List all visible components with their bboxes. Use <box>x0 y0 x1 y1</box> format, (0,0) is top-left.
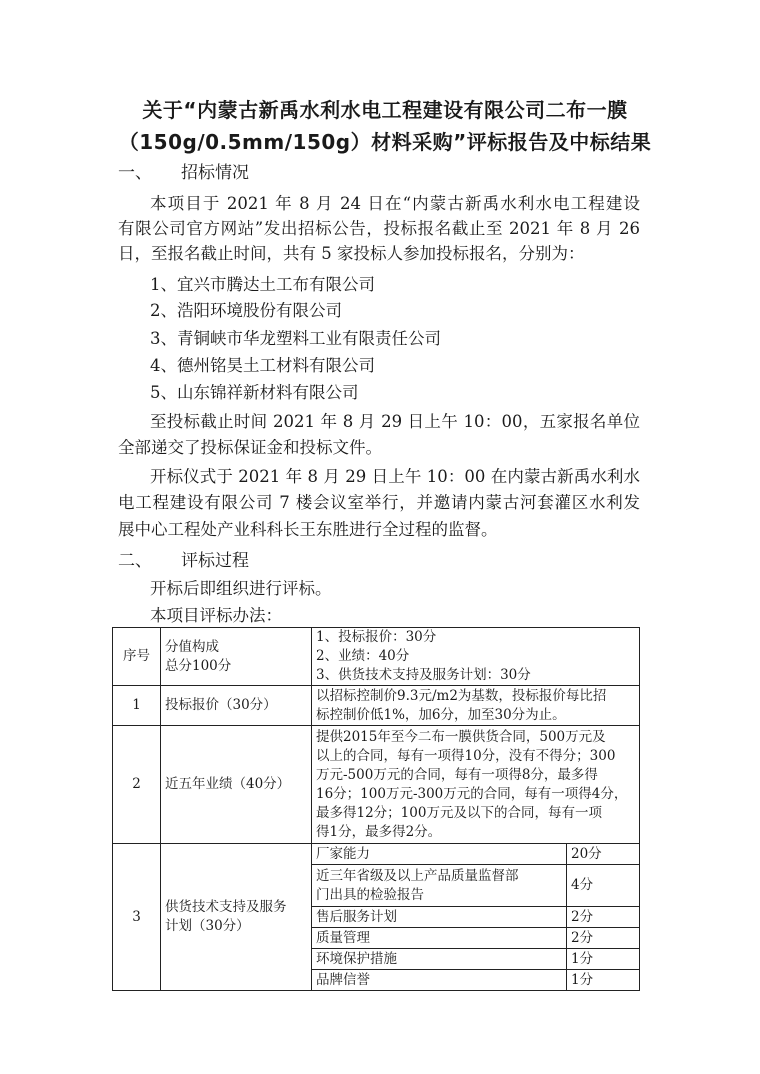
section-2-number: 二、 <box>118 551 152 571</box>
section-1-number: 一、 <box>118 163 152 183</box>
document-title-line-1: 关于“内蒙古新禹水利水电工程建设有限公司二布一膜 <box>142 98 628 122</box>
row-2-desc-line: 得1分，最多得2分。 <box>316 823 442 840</box>
criterion-label: 售后服务计划 <box>312 907 567 928</box>
paragraph-3-line-2: 电工程建设有限公司 7 楼会议室举行，并邀请内蒙古河套灌区水利发 <box>118 493 640 512</box>
table-row <box>113 844 640 865</box>
criterion-label <box>312 865 567 907</box>
criterion-label-line: 近三年省级及以上产品质量监督部 <box>316 867 519 884</box>
row-1-desc-line: 标控制价低1%，加6分，加至30分为止。 <box>316 706 566 723</box>
row-2-desc-line: 16分；100万元-300万元的合同，每有一项得4分， <box>316 785 628 802</box>
criterion-score: 20分 <box>567 844 640 865</box>
section-2-heading: 评标过程 <box>181 551 249 571</box>
paragraph-2-line-2: 全部递交了投标保证金和投标文件。 <box>118 438 382 457</box>
paragraph-1-line-2: 有限公司官方网站”发出招标公告，投标报名截止至 2021 年 8 月 26 <box>118 219 640 238</box>
section-2-line-2: 本项目评标办法： <box>150 606 282 625</box>
criterion-label: 厂家能力 <box>312 844 567 865</box>
criterion-score: 1分 <box>567 949 640 970</box>
criterion-label: 品牌信誉 <box>312 970 567 991</box>
row-2-desc-line: 以上的合同，每有一项得10分，没有不得分；300 <box>316 747 616 764</box>
row-3-name-line: 计划（30分） <box>165 918 250 934</box>
paragraph-3-line-3: 展中心工程处产业科科长王东胜进行全过程的监督。 <box>118 520 498 539</box>
table-header-row <box>113 628 640 686</box>
row-2-desc-line: 万元-500万元的合同，每有一项得8分，最多得 <box>316 766 598 783</box>
row-3-name-line: 供货技术支持及服务 <box>165 899 287 915</box>
header-desc-line: 1、投标报价：30分 <box>316 629 437 645</box>
row-2-seq: 2 <box>113 726 161 844</box>
criterion-label: 质量管理 <box>312 928 567 949</box>
table-row <box>113 686 640 726</box>
header-composition-line-2: 总分100分 <box>165 657 232 674</box>
section-2-line-1: 开标后即组织进行评标。 <box>150 579 332 598</box>
paragraph-1-line-1: 本项目于 2021 年 8 月 24 日在“内蒙古新禹水利水电工程建设 <box>150 194 640 213</box>
document-title-line-2: （150g/0.5mm/150g）材料采购”评标报告及中标结果 <box>118 130 652 154</box>
paragraph-1-line-3: 日，至报名截止时间，共有 5 家投标人参加投标报名，分别为： <box>118 244 585 263</box>
header-composition-line-1: 分值构成 <box>165 638 219 655</box>
row-1-name: 投标报价（30分） <box>161 686 312 726</box>
criterion-label: 环境保护措施 <box>312 949 567 970</box>
bidder-item: 4、德州铭昊土工材料有限公司 <box>150 356 375 375</box>
row-2-description <box>312 726 640 844</box>
table-row <box>113 726 640 844</box>
criterion-score: 2分 <box>567 907 640 928</box>
row-3-seq: 3 <box>113 844 161 991</box>
row-3-name <box>161 844 312 991</box>
criterion-score: 4分 <box>567 865 640 907</box>
section-1-heading: 招标情况 <box>181 163 249 183</box>
row-2-desc-line: 最多得12分；100万元及以下的合同，每有一项 <box>316 804 602 821</box>
paragraph-2-line-1: 至投标截止时间 2021 年 8 月 29 日上午 10：00，五家报名单位 <box>150 412 640 431</box>
bidder-item: 5、山东锦祥新材料有限公司 <box>150 383 359 402</box>
row-1-description <box>312 686 640 726</box>
bidder-item: 1、宜兴市腾达土工布有限公司 <box>150 275 375 294</box>
bidder-item: 3、青铜峡市华龙塑料工业有限责任公司 <box>150 329 441 348</box>
criterion-label-line: 门出具的检验报告 <box>316 886 424 903</box>
bidder-item: 2、浩阳环境股份有限公司 <box>150 301 342 320</box>
header-desc-line: 2、业绩：40分 <box>316 648 410 664</box>
criterion-score: 2分 <box>567 928 640 949</box>
header-description <box>312 628 640 686</box>
header-seq: 序号 <box>113 628 161 686</box>
row-1-seq: 1 <box>113 686 161 726</box>
evaluation-table <box>112 627 640 991</box>
paragraph-3-line-1: 开标仪式于 2021 年 8 月 29 日上午 10：00 在内蒙古新禹水利水 <box>150 467 640 486</box>
row-1-desc-line: 以招标控制价9.3元/m2为基数，投标报价每比招 <box>316 687 607 704</box>
header-desc-line: 3、供货技术支持及服务计划：30分 <box>316 667 531 683</box>
criterion-score: 1分 <box>567 970 640 991</box>
row-2-name: 近五年业绩（40分） <box>161 726 312 844</box>
row-2-desc-line: 提供2015年至今二布一膜供货合同，500万元及 <box>316 728 606 745</box>
header-composition <box>161 628 312 686</box>
